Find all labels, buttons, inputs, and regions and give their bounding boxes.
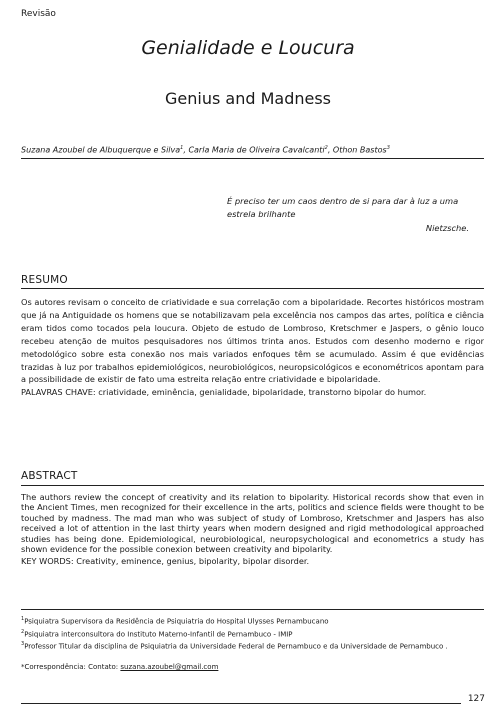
page-number: 127: [467, 694, 485, 704]
author-affiliation-marker: 2: [324, 145, 328, 151]
footnotes: [21, 614, 484, 652]
footnote-item: [21, 614, 484, 627]
footnote-divider: [21, 609, 484, 610]
correspondence-email-link[interactable]: suzana.azoubel@gmail.com: [120, 663, 219, 671]
abstract-body: The authors review the concept of creativity and its relation to bipolarity. Historical records show that even in the Ancient Times, men recognized for their excellence in the arts, politics and science fields were thought to be touched by madness. The mad man who was subject of study of Lombroso, Kretschmer and Jaspers has also received a lot of attention in the last thirty years when modern designed and rigid methodological approached studies has being done. Epidemiological, neurobiological, neuropsychological and econometrics a study has shown evidence for the possible conexion between creativity and bipolarity.: [21, 492, 484, 555]
author-line: [21, 145, 390, 155]
article-subtitle: Genius and Madness: [165, 89, 331, 108]
footnote-item: [21, 639, 484, 652]
author-divider: [21, 158, 484, 159]
resumo-body: Os autores revisam o conceito de criatividade e sua correlação com a bipolaridade. Recortes históricos mostram que já na Antiguidade os homens que se notabilizavam pela excelência nos campos das artes, política e ciência eram tidos como tocados pela loucura. Objeto de estudo de Lombroso, Kretschmer e Jaspers, o gênio louco recebeu atenção de muitos pesquisadores nos últimos trinta anos. Estudos com desenho moderno e rigor metodológico sobre esta conexão nos mais variados enfoques têm se acumulado. Assim é que evidências trazidas à luz por trabalhos epidemiológicos, neurobiológicos, neuropsicológicos e econométricos apontam para a possibilidade de existir de fato uma estreita relação entre criatividade e bipolaridade.: [21, 297, 484, 385]
article-title: Genialidade e Loucura: [141, 37, 355, 59]
page-footer-rule: [21, 703, 461, 704]
author-affiliation-marker: 3: [386, 145, 390, 151]
abstract-heading: ABSTRACT: [21, 470, 78, 482]
keywords-list: criatividade, eminência, genialidade, bipolaridade, transtorno bipolar do humor.: [98, 387, 427, 398]
footnote-text: Psiquiatra interconsultora do Instituto Materno-Infantil de Pernambuco - IMIP: [24, 629, 293, 638]
section-tag: Revisão: [21, 9, 56, 19]
author-name: Carla Maria de Oliveira Cavalcanti: [188, 145, 325, 155]
keywords-label: KEY WORDS:: [21, 556, 74, 567]
resumo-text: [21, 296, 484, 399]
author-separator: ,: [327, 145, 333, 155]
keywords-list: Creativity, eminence, genius, bipolarity, bipolar disorder.: [76, 556, 310, 567]
author-affiliation-marker: 1: [180, 145, 184, 151]
correspondence-label: *Correspondência: Contato:: [21, 663, 119, 671]
correspondence: [21, 663, 218, 671]
footnote-marker: 1: [21, 616, 25, 622]
footnote-text: Psiquiatra Supervisora da Residência de Psiquiatria do Hospital Ulysses Pernambucano: [24, 617, 329, 626]
abstract-keywords: [21, 556, 484, 566]
resumo-heading: RESUMO: [21, 274, 68, 286]
resumo-keywords: [21, 386, 484, 399]
epigraph-attribution: Nietzsche.: [425, 223, 469, 233]
abstract-divider: [21, 485, 484, 486]
author-separator: ,: [183, 145, 189, 155]
keywords-label: PALAVRAS CHAVE:: [21, 387, 96, 398]
footnote-text: Professor Titular da disciplina de Psiquiatria da Universidade Federal de Pernambuco e da Universidade de Pernambuco .: [24, 642, 448, 651]
resumo-divider: [21, 288, 484, 289]
epigraph-quote: É preciso ter um caos dentro de si para dar à luz a uma estrela brilhante: [227, 196, 459, 219]
footnote-marker: 2: [21, 628, 25, 635]
author-name: Suzana Azoubel de Albuquerque e Silva: [21, 145, 181, 155]
abstract-text: [21, 492, 484, 567]
footnote-item: [21, 627, 484, 640]
footnote-marker: 3: [21, 641, 25, 648]
author-name: Othon Bastos: [332, 145, 387, 155]
